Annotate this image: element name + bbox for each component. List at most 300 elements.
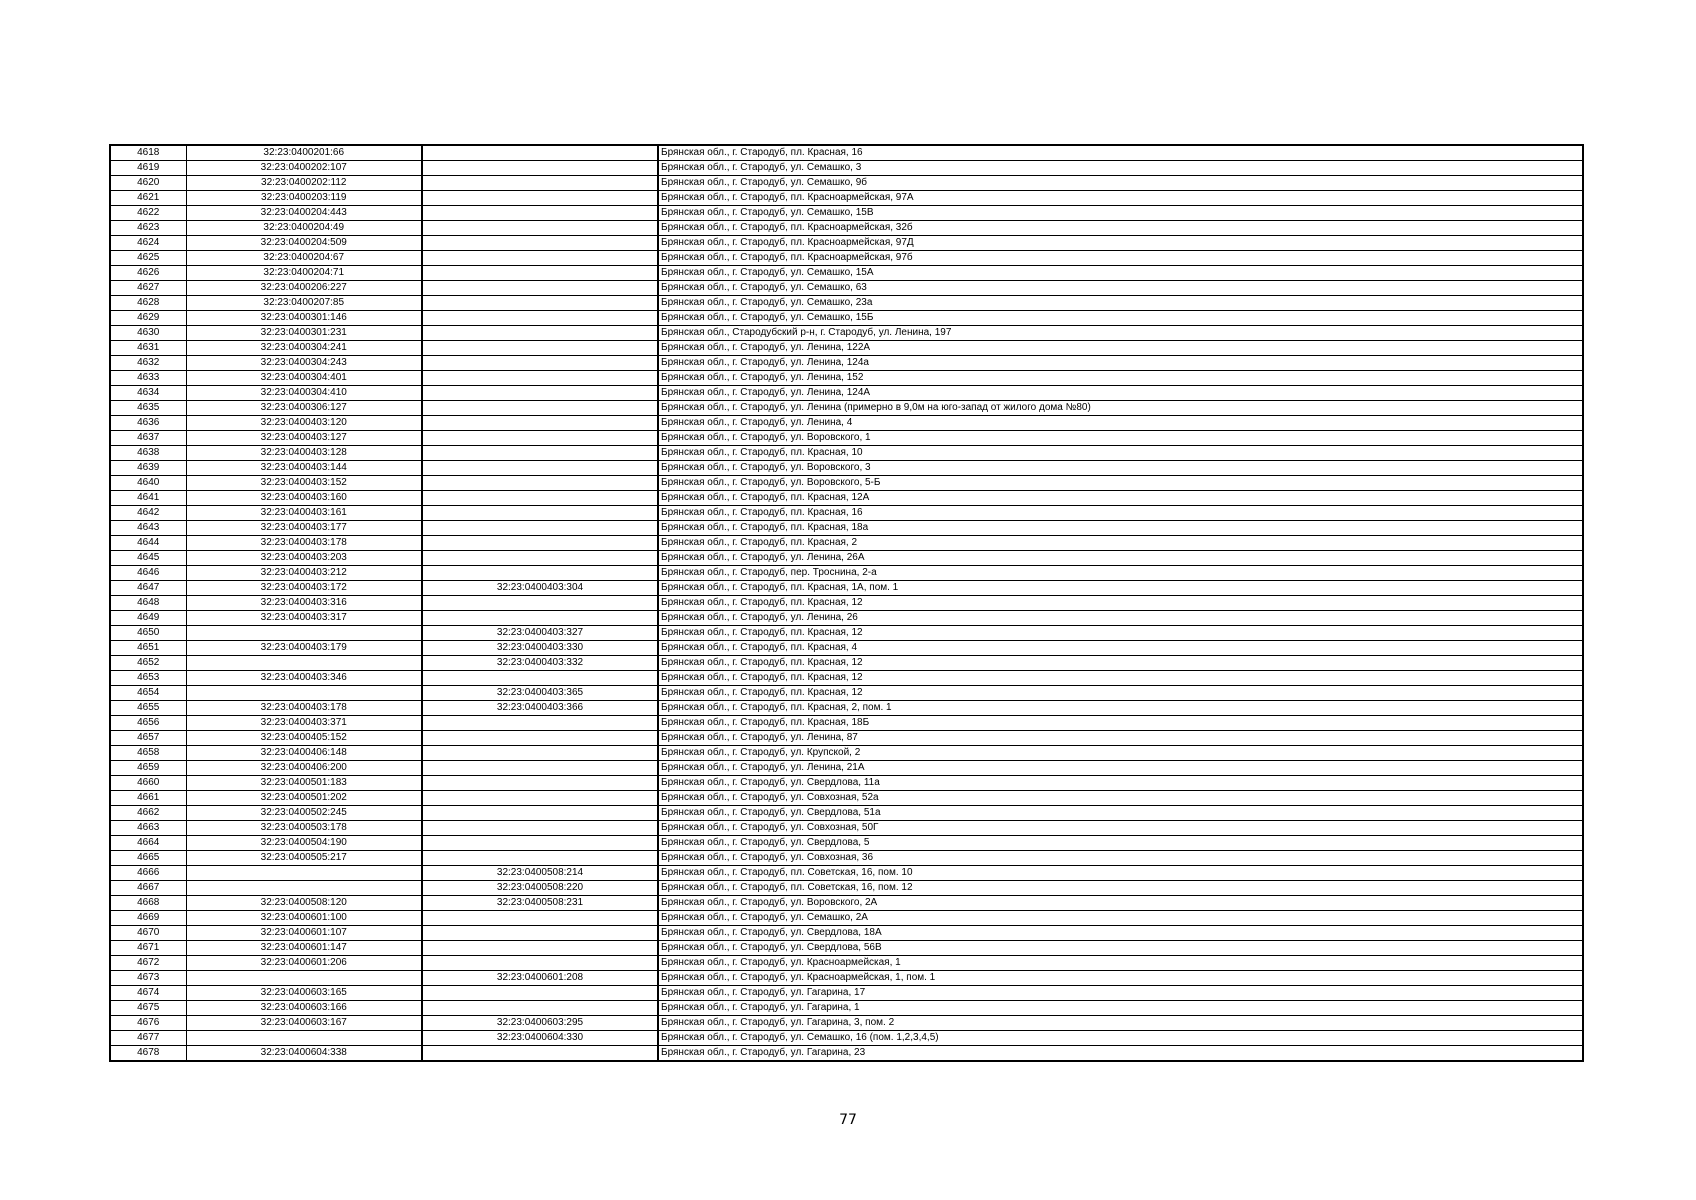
- row-number-cell: 4618: [110, 145, 186, 161]
- table-row: [110, 776, 1583, 791]
- cadastral-number-cell: [186, 686, 422, 701]
- sub-cadastral-number-cell: 32:23:0400403:330: [422, 641, 658, 656]
- sub-cadastral-number-cell: [422, 446, 658, 461]
- table-row: [110, 506, 1583, 521]
- sub-cadastral-number-cell: [422, 356, 658, 371]
- sub-cadastral-number-cell: [422, 611, 658, 626]
- cadastral-number-cell: 32:23:0400601:100: [186, 911, 422, 926]
- table-row: [110, 476, 1583, 491]
- page-number: 77: [839, 1112, 857, 1128]
- address-cell: Брянская обл., г. Стародуб, ул. Ленина, 21А: [658, 761, 1583, 776]
- table-row: [110, 1001, 1583, 1016]
- sub-cadastral-number-cell: [422, 671, 658, 686]
- sub-cadastral-number-cell: [422, 776, 658, 791]
- sub-cadastral-number-cell: [422, 716, 658, 731]
- table-row: [110, 161, 1583, 176]
- address-cell: Брянская обл., г. Стародуб, пл. Красная, 12: [658, 671, 1583, 686]
- row-number-cell: 4664: [110, 836, 186, 851]
- sub-cadastral-number-cell: [422, 371, 658, 386]
- row-number-cell: 4623: [110, 221, 186, 236]
- cadastral-number-cell: 32:23:0400403:212: [186, 566, 422, 581]
- sub-cadastral-number-cell: [422, 506, 658, 521]
- sub-cadastral-number-cell: [422, 416, 658, 431]
- sub-cadastral-number-cell: [422, 461, 658, 476]
- sub-cadastral-number-cell: [422, 746, 658, 761]
- address-cell: Брянская обл., г. Стародуб, ул. Красноармейская, 1: [658, 956, 1583, 971]
- row-number-cell: 4668: [110, 896, 186, 911]
- sub-cadastral-number-cell: [422, 761, 658, 776]
- row-number-cell: 4626: [110, 266, 186, 281]
- address-cell: Брянская обл., г. Стародуб, ул. Ленина, 122А: [658, 341, 1583, 356]
- address-cell: Брянская обл., г. Стародуб, ул. Гагарина, 3, пом. 2: [658, 1016, 1583, 1031]
- sub-cadastral-number-cell: 32:23:0400403:366: [422, 701, 658, 716]
- table-row: [110, 236, 1583, 251]
- cadastral-number-cell: [186, 656, 422, 671]
- table-row: [110, 851, 1583, 866]
- row-number-cell: 4621: [110, 191, 186, 206]
- sub-cadastral-number-cell: [422, 191, 658, 206]
- cadastral-number-cell: 32:23:0400403:317: [186, 611, 422, 626]
- row-number-cell: 4643: [110, 521, 186, 536]
- row-number-cell: 4676: [110, 1016, 186, 1031]
- cadastral-number-cell: 32:23:0400204:509: [186, 236, 422, 251]
- table-row: [110, 521, 1583, 536]
- sub-cadastral-number-cell: [422, 1046, 658, 1062]
- row-number-cell: 4663: [110, 821, 186, 836]
- row-number-cell: 4672: [110, 956, 186, 971]
- sub-cadastral-number-cell: 32:23:0400601:208: [422, 971, 658, 986]
- row-number-cell: 4652: [110, 656, 186, 671]
- cadastral-number-cell: 32:23:0400403:172: [186, 581, 422, 596]
- sub-cadastral-number-cell: [422, 266, 658, 281]
- sub-cadastral-number-cell: 32:23:0400403:365: [422, 686, 658, 701]
- address-cell: Брянская обл., г. Стародуб, ул. Ленина, 4: [658, 416, 1583, 431]
- table-row: [110, 371, 1583, 386]
- cadastral-number-cell: 32:23:0400403:178: [186, 536, 422, 551]
- row-number-cell: 4637: [110, 431, 186, 446]
- cadastral-number-cell: 32:23:0400403:178: [186, 701, 422, 716]
- address-cell: Брянская обл., г. Стародуб, пл. Красноармейская, 97Д: [658, 236, 1583, 251]
- address-cell: Брянская обл., г. Стародуб, ул. Ленина (примерно в 9,0м на юго-запад от жилого дома №80): [658, 401, 1583, 416]
- cadastral-number-cell: [186, 1031, 422, 1046]
- row-number-cell: 4634: [110, 386, 186, 401]
- sub-cadastral-number-cell: [422, 536, 658, 551]
- table-row: [110, 191, 1583, 206]
- row-number-cell: 4630: [110, 326, 186, 341]
- table-row: [110, 656, 1583, 671]
- address-cell: Брянская обл., г. Стародуб, ул. Красноармейская, 1, пом. 1: [658, 971, 1583, 986]
- row-number-cell: 4659: [110, 761, 186, 776]
- address-cell: Брянская обл., г. Стародуб, пл. Красная, 12: [658, 626, 1583, 641]
- registry-table: [109, 144, 1584, 1062]
- row-number-cell: 4635: [110, 401, 186, 416]
- row-number-cell: 4657: [110, 731, 186, 746]
- address-cell: Брянская обл., г. Стародуб, ул. Семашко, 2А: [658, 911, 1583, 926]
- table-row: [110, 836, 1583, 851]
- address-cell: Брянская обл., г. Стародуб, ул. Свердлова, 18А: [658, 926, 1583, 941]
- cadastral-number-cell: 32:23:0400304:243: [186, 356, 422, 371]
- table-row: [110, 881, 1583, 896]
- cadastral-number-cell: 32:23:0400508:120: [186, 896, 422, 911]
- address-cell: Брянская обл., г. Стародуб, ул. Свердлова, 56В: [658, 941, 1583, 956]
- row-number-cell: 4662: [110, 806, 186, 821]
- table-row: [110, 176, 1583, 191]
- cadastral-number-cell: 32:23:0400406:200: [186, 761, 422, 776]
- cadastral-number-cell: 32:23:0400601:107: [186, 926, 422, 941]
- cadastral-number-cell: 32:23:0400204:49: [186, 221, 422, 236]
- row-number-cell: 4674: [110, 986, 186, 1001]
- row-number-cell: 4666: [110, 866, 186, 881]
- table-row: [110, 731, 1583, 746]
- sub-cadastral-number-cell: [422, 806, 658, 821]
- sub-cadastral-number-cell: [422, 821, 658, 836]
- address-cell: Брянская обл., г. Стародуб, пл. Красноармейская, 97б: [658, 251, 1583, 266]
- row-number-cell: 4669: [110, 911, 186, 926]
- cadastral-number-cell: [186, 626, 422, 641]
- table-row: [110, 431, 1583, 446]
- address-cell: Брянская обл., г. Стародуб, пл. Красная, 10: [658, 446, 1583, 461]
- table-row: [110, 281, 1583, 296]
- sub-cadastral-number-cell: 32:23:0400508:231: [422, 896, 658, 911]
- cadastral-number-cell: 32:23:0400202:107: [186, 161, 422, 176]
- row-number-cell: 4632: [110, 356, 186, 371]
- table-row: [110, 956, 1583, 971]
- address-cell: Брянская обл., г. Стародуб, пл. Красная, 12А: [658, 491, 1583, 506]
- row-number-cell: 4639: [110, 461, 186, 476]
- row-number-cell: 4638: [110, 446, 186, 461]
- sub-cadastral-number-cell: 32:23:0400403:304: [422, 581, 658, 596]
- cadastral-number-cell: 32:23:0400403:179: [186, 641, 422, 656]
- sub-cadastral-number-cell: [422, 551, 658, 566]
- table-row: [110, 311, 1583, 326]
- sub-cadastral-number-cell: [422, 956, 658, 971]
- cadastral-number-cell: 32:23:0400601:206: [186, 956, 422, 971]
- row-number-cell: 4678: [110, 1046, 186, 1062]
- row-number-cell: 4641: [110, 491, 186, 506]
- row-number-cell: 4642: [110, 506, 186, 521]
- address-cell: Брянская обл., г. Стародуб, ул. Гагарина, 23: [658, 1046, 1583, 1062]
- sub-cadastral-number-cell: [422, 791, 658, 806]
- cadastral-number-cell: [186, 971, 422, 986]
- sub-cadastral-number-cell: [422, 401, 658, 416]
- row-number-cell: 4629: [110, 311, 186, 326]
- address-cell: Брянская обл., г. Стародуб, ул. Семашко, 15В: [658, 206, 1583, 221]
- table-row: [110, 911, 1583, 926]
- sub-cadastral-number-cell: [422, 926, 658, 941]
- row-number-cell: 4650: [110, 626, 186, 641]
- address-cell: Брянская обл., г. Стародуб, пл. Красная, 16: [658, 506, 1583, 521]
- cadastral-number-cell: 32:23:0400204:443: [186, 206, 422, 221]
- cadastral-number-cell: 32:23:0400603:165: [186, 986, 422, 1001]
- cadastral-number-cell: 32:23:0400503:178: [186, 821, 422, 836]
- address-cell: Брянская обл., г. Стародуб, ул. Ленина, 124а: [658, 356, 1583, 371]
- sub-cadastral-number-cell: 32:23:0400403:332: [422, 656, 658, 671]
- table-row: [110, 296, 1583, 311]
- address-cell: Брянская обл., г. Стародуб, ул. Ленина, 152: [658, 371, 1583, 386]
- address-cell: Брянская обл., г. Стародуб, ул. Совхозная, 52а: [658, 791, 1583, 806]
- cadastral-number-cell: 32:23:0400403:120: [186, 416, 422, 431]
- sub-cadastral-number-cell: [422, 311, 658, 326]
- row-number-cell: 4655: [110, 701, 186, 716]
- sub-cadastral-number-cell: [422, 326, 658, 341]
- cadastral-number-cell: 32:23:0400306:127: [186, 401, 422, 416]
- cadastral-number-cell: 32:23:0400405:152: [186, 731, 422, 746]
- table-row: [110, 761, 1583, 776]
- sub-cadastral-number-cell: [422, 176, 658, 191]
- table-row: [110, 611, 1583, 626]
- address-cell: Брянская обл., г. Стародуб, ул. Совхозная, 36: [658, 851, 1583, 866]
- sub-cadastral-number-cell: [422, 236, 658, 251]
- row-number-cell: 4673: [110, 971, 186, 986]
- row-number-cell: 4675: [110, 1001, 186, 1016]
- cadastral-number-cell: 32:23:0400203:119: [186, 191, 422, 206]
- table-row: [110, 401, 1583, 416]
- address-cell: Брянская обл., г. Стародуб, ул. Семашко, 16 (пом. 1,2,3,4,5): [658, 1031, 1583, 1046]
- table-row: [110, 566, 1583, 581]
- table-row: [110, 491, 1583, 506]
- table-row: [110, 716, 1583, 731]
- sub-cadastral-number-cell: 32:23:0400508:214: [422, 866, 658, 881]
- cadastral-number-cell: 32:23:0400403:203: [186, 551, 422, 566]
- address-cell: Брянская обл., г. Стародуб, пл. Советская, 16, пом. 12: [658, 881, 1583, 896]
- table-row: [110, 806, 1583, 821]
- sub-cadastral-number-cell: [422, 206, 658, 221]
- row-number-cell: 4660: [110, 776, 186, 791]
- cadastral-number-cell: 32:23:0400403:144: [186, 461, 422, 476]
- cadastral-number-cell: 32:23:0400403:152: [186, 476, 422, 491]
- row-number-cell: 4656: [110, 716, 186, 731]
- table-row: [110, 536, 1583, 551]
- address-cell: Брянская обл., г. Стародуб, ул. Ленина, 26: [658, 611, 1583, 626]
- sub-cadastral-number-cell: [422, 911, 658, 926]
- cadastral-number-cell: 32:23:0400202:112: [186, 176, 422, 191]
- cadastral-number-cell: 32:23:0400403:346: [186, 671, 422, 686]
- row-number-cell: 4631: [110, 341, 186, 356]
- address-cell: Брянская обл., г. Стародуб, пл. Красная, 2, пом. 1: [658, 701, 1583, 716]
- registry-table-body: [110, 145, 1583, 1061]
- address-cell: Брянская обл., г. Стародуб, пер. Троснина, 2-а: [658, 566, 1583, 581]
- address-cell: Брянская обл., г. Стародуб, ул. Семашко, 63: [658, 281, 1583, 296]
- address-cell: Брянская обл., г. Стародуб, пл. Красная, 1А, пом. 1: [658, 581, 1583, 596]
- cadastral-number-cell: 32:23:0400504:190: [186, 836, 422, 851]
- table-row: [110, 641, 1583, 656]
- table-row: [110, 386, 1583, 401]
- address-cell: Брянская обл., г. Стародуб, ул. Семашко, 3: [658, 161, 1583, 176]
- sub-cadastral-number-cell: [422, 296, 658, 311]
- table-row: [110, 1031, 1583, 1046]
- table-row: [110, 266, 1583, 281]
- address-cell: Брянская обл., г. Стародуб, ул. Семашко, 15Б: [658, 311, 1583, 326]
- address-cell: Брянская обл., г. Стародуб, пл. Советская, 16, пом. 10: [658, 866, 1583, 881]
- sub-cadastral-number-cell: [422, 986, 658, 1001]
- table-row: [110, 896, 1583, 911]
- cadastral-number-cell: 32:23:0400304:410: [186, 386, 422, 401]
- cadastral-number-cell: 32:23:0400301:231: [186, 326, 422, 341]
- table-row: [110, 326, 1583, 341]
- row-number-cell: 4651: [110, 641, 186, 656]
- row-number-cell: 4625: [110, 251, 186, 266]
- cadastral-number-cell: 32:23:0400403:127: [186, 431, 422, 446]
- table-row: [110, 581, 1583, 596]
- address-cell: Брянская обл., г. Стародуб, ул. Крупской, 2: [658, 746, 1583, 761]
- address-cell: Брянская обл., г. Стародуб, пл. Красная, 12: [658, 656, 1583, 671]
- table-row: [110, 866, 1583, 881]
- address-cell: Брянская обл., г. Стародуб, ул. Ленина, 87: [658, 731, 1583, 746]
- cadastral-number-cell: 32:23:0400603:167: [186, 1016, 422, 1031]
- cadastral-number-cell: 32:23:0400603:166: [186, 1001, 422, 1016]
- sub-cadastral-number-cell: [422, 1001, 658, 1016]
- sub-cadastral-number-cell: 32:23:0400508:220: [422, 881, 658, 896]
- sub-cadastral-number-cell: [422, 431, 658, 446]
- sub-cadastral-number-cell: [422, 221, 658, 236]
- row-number-cell: 4644: [110, 536, 186, 551]
- table-row: [110, 626, 1583, 641]
- table-row: [110, 356, 1583, 371]
- address-cell: Брянская обл., г. Стародуб, пл. Красная, 18а: [658, 521, 1583, 536]
- row-number-cell: 4671: [110, 941, 186, 956]
- cadastral-number-cell: 32:23:0400501:202: [186, 791, 422, 806]
- address-cell: Брянская обл., г. Стародуб, ул. Гагарина, 17: [658, 986, 1583, 1001]
- sub-cadastral-number-cell: [422, 341, 658, 356]
- row-number-cell: 4628: [110, 296, 186, 311]
- address-cell: Брянская обл., г. Стародуб, пл. Красная, 12: [658, 686, 1583, 701]
- table-row: [110, 971, 1583, 986]
- cadastral-number-cell: 32:23:0400403:371: [186, 716, 422, 731]
- address-cell: Брянская обл., г. Стародуб, ул. Ленина, 124А: [658, 386, 1583, 401]
- sub-cadastral-number-cell: [422, 566, 658, 581]
- cadastral-number-cell: 32:23:0400403:160: [186, 491, 422, 506]
- row-number-cell: 4649: [110, 611, 186, 626]
- sub-cadastral-number-cell: [422, 941, 658, 956]
- address-cell: Брянская обл., г. Стародуб, ул. Семашко, 23а: [658, 296, 1583, 311]
- sub-cadastral-number-cell: 32:23:0400403:327: [422, 626, 658, 641]
- cadastral-number-cell: [186, 866, 422, 881]
- cadastral-number-cell: 32:23:0400505:217: [186, 851, 422, 866]
- cadastral-number-cell: 32:23:0400403:128: [186, 446, 422, 461]
- row-number-cell: 4667: [110, 881, 186, 896]
- cadastral-number-cell: 32:23:0400204:71: [186, 266, 422, 281]
- sub-cadastral-number-cell: [422, 476, 658, 491]
- row-number-cell: 4633: [110, 371, 186, 386]
- table-row: [110, 791, 1583, 806]
- sub-cadastral-number-cell: [422, 851, 658, 866]
- table-row: [110, 1046, 1583, 1062]
- address-cell: Брянская обл., г. Стародуб, ул. Воровского, 3: [658, 461, 1583, 476]
- sub-cadastral-number-cell: [422, 386, 658, 401]
- table-row: [110, 251, 1583, 266]
- table-row: [110, 686, 1583, 701]
- row-number-cell: 4619: [110, 161, 186, 176]
- row-number-cell: 4654: [110, 686, 186, 701]
- row-number-cell: 4645: [110, 551, 186, 566]
- cadastral-number-cell: 32:23:0400304:401: [186, 371, 422, 386]
- address-cell: Брянская обл., г. Стародуб, пл. Красная, 4: [658, 641, 1583, 656]
- cadastral-number-cell: [186, 881, 422, 896]
- row-number-cell: 4640: [110, 476, 186, 491]
- address-cell: Брянская обл., г. Стародуб, ул. Воровского, 5-Б: [658, 476, 1583, 491]
- address-cell: Брянская обл., г. Стародуб, пл. Красноармейская, 32б: [658, 221, 1583, 236]
- cadastral-number-cell: 32:23:0400403:316: [186, 596, 422, 611]
- row-number-cell: 4653: [110, 671, 186, 686]
- sub-cadastral-number-cell: [422, 161, 658, 176]
- address-cell: Брянская обл., г. Стародуб, пл. Красная, 18Б: [658, 716, 1583, 731]
- address-cell: Брянская обл., г. Стародуб, ул. Гагарина, 1: [658, 1001, 1583, 1016]
- cadastral-number-cell: 32:23:0400207:85: [186, 296, 422, 311]
- cadastral-number-cell: 32:23:0400206:227: [186, 281, 422, 296]
- table-row: [110, 596, 1583, 611]
- sub-cadastral-number-cell: 32:23:0400604:330: [422, 1031, 658, 1046]
- sub-cadastral-number-cell: 32:23:0400603:295: [422, 1016, 658, 1031]
- row-number-cell: 4647: [110, 581, 186, 596]
- address-cell: Брянская обл., Стародубский р-н, г. Стародуб, ул. Ленина, 197: [658, 326, 1583, 341]
- table-row: [110, 145, 1583, 161]
- address-cell: Брянская обл., г. Стародуб, ул. Совхозная, 50Г: [658, 821, 1583, 836]
- row-number-cell: 4627: [110, 281, 186, 296]
- cadastral-number-cell: 32:23:0400204:67: [186, 251, 422, 266]
- row-number-cell: 4636: [110, 416, 186, 431]
- cadastral-number-cell: 32:23:0400403:161: [186, 506, 422, 521]
- sub-cadastral-number-cell: [422, 521, 658, 536]
- table-row: [110, 941, 1583, 956]
- table-row: [110, 461, 1583, 476]
- address-cell: Брянская обл., г. Стародуб, пл. Красная, 16: [658, 145, 1583, 161]
- row-number-cell: 4646: [110, 566, 186, 581]
- address-cell: Брянская обл., г. Стародуб, ул. Воровского, 2А: [658, 896, 1583, 911]
- table-row: [110, 671, 1583, 686]
- address-cell: Брянская обл., г. Стародуб, ул. Свердлова, 51а: [658, 806, 1583, 821]
- address-cell: Брянская обл., г. Стародуб, ул. Воровского, 1: [658, 431, 1583, 446]
- sub-cadastral-number-cell: [422, 731, 658, 746]
- address-cell: Брянская обл., г. Стародуб, ул. Семашко, 9б: [658, 176, 1583, 191]
- sub-cadastral-number-cell: [422, 281, 658, 296]
- sub-cadastral-number-cell: [422, 491, 658, 506]
- address-cell: Брянская обл., г. Стародуб, пл. Красная, 12: [658, 596, 1583, 611]
- table-row: [110, 701, 1583, 716]
- cadastral-number-cell: 32:23:0400502:245: [186, 806, 422, 821]
- cadastral-number-cell: 32:23:0400201:66: [186, 145, 422, 161]
- cadastral-number-cell: 32:23:0400406:148: [186, 746, 422, 761]
- row-number-cell: 4665: [110, 851, 186, 866]
- table-row: [110, 746, 1583, 761]
- table-row: [110, 821, 1583, 836]
- cadastral-number-cell: 32:23:0400601:147: [186, 941, 422, 956]
- table-row: [110, 551, 1583, 566]
- cadastral-number-cell: 32:23:0400403:177: [186, 521, 422, 536]
- address-cell: Брянская обл., г. Стародуб, ул. Свердлова, 11а: [658, 776, 1583, 791]
- row-number-cell: 4658: [110, 746, 186, 761]
- cadastral-number-cell: 32:23:0400501:183: [186, 776, 422, 791]
- table-row: [110, 416, 1583, 431]
- sub-cadastral-number-cell: [422, 145, 658, 161]
- row-number-cell: 4620: [110, 176, 186, 191]
- row-number-cell: 4648: [110, 596, 186, 611]
- cadastral-number-cell: 32:23:0400304:241: [186, 341, 422, 356]
- row-number-cell: 4661: [110, 791, 186, 806]
- sub-cadastral-number-cell: [422, 596, 658, 611]
- row-number-cell: 4622: [110, 206, 186, 221]
- address-cell: Брянская обл., г. Стародуб, пл. Красноармейская, 97А: [658, 191, 1583, 206]
- address-cell: Брянская обл., г. Стародуб, ул. Ленина, 26А: [658, 551, 1583, 566]
- table-row: [110, 206, 1583, 221]
- table-row: [110, 446, 1583, 461]
- cadastral-number-cell: 32:23:0400604:338: [186, 1046, 422, 1062]
- row-number-cell: 4624: [110, 236, 186, 251]
- table-row: [110, 986, 1583, 1001]
- table-row: [110, 1016, 1583, 1031]
- cadastral-number-cell: 32:23:0400301:146: [186, 311, 422, 326]
- table-row: [110, 341, 1583, 356]
- address-cell: Брянская обл., г. Стародуб, пл. Красная, 2: [658, 536, 1583, 551]
